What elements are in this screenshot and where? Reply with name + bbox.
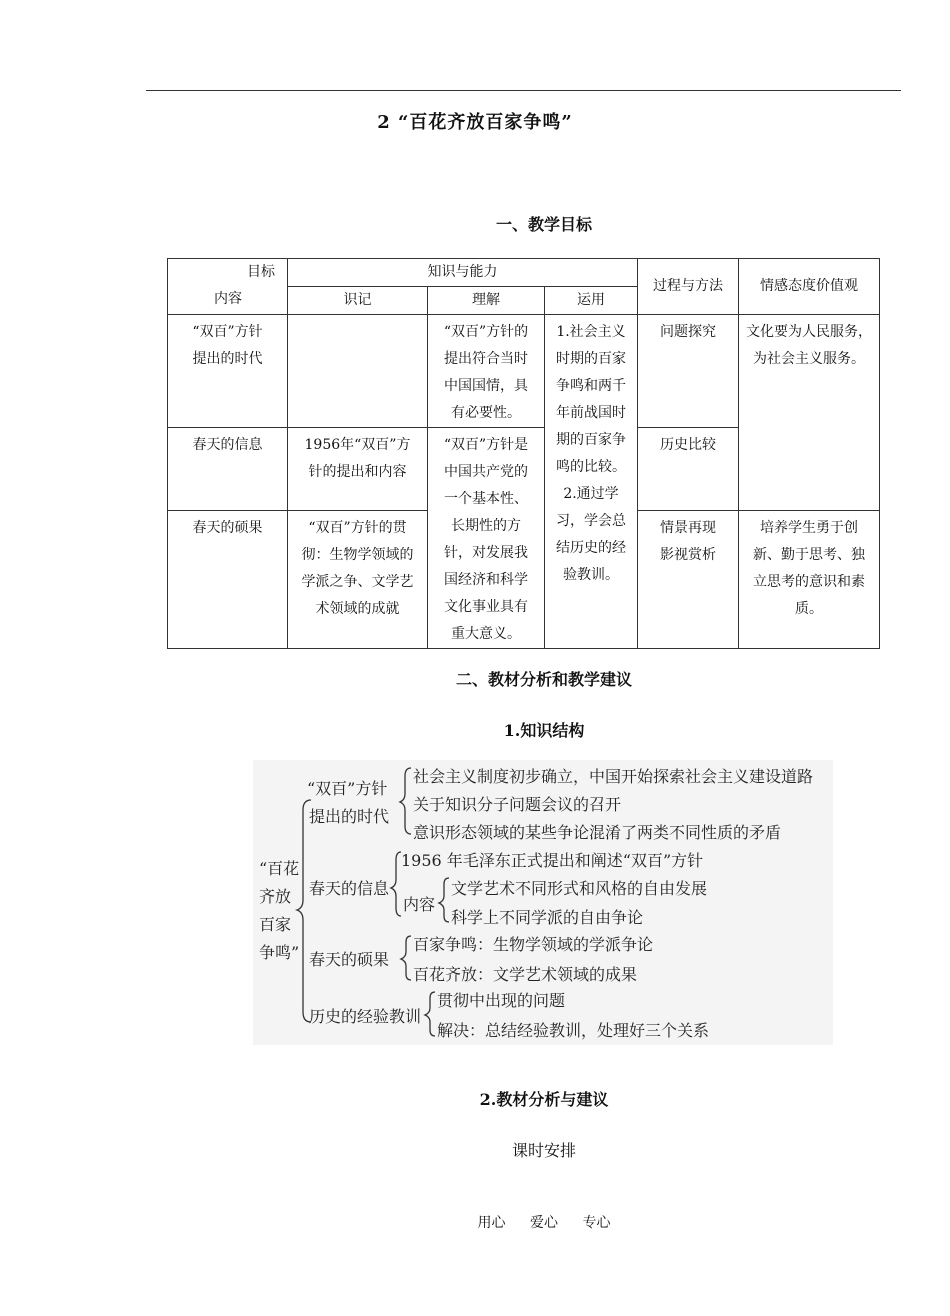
header-attitude: 情感态度价值观 — [739, 259, 880, 315]
b4-brace — [425, 992, 435, 1036]
row12-attitude: 文化要为人民服务，为社会主义服务。 — [739, 315, 880, 511]
footer-word-3: 专心 — [582, 1215, 611, 1231]
b4-label: 历史的经验教训 — [309, 1007, 422, 1026]
apply-cell: 1.社会主义时期的百家争鸣和两千年前战国时期的百家争鸣的比较。2.通过学习，学会总结历史的经验教训。 — [545, 315, 638, 649]
b1-item-2: 关于知识分子问题会议的召开 — [413, 795, 622, 814]
b1-label-2: 提出的时代 — [309, 807, 390, 826]
header-understand: 理解 — [428, 287, 545, 315]
header-goal-content-cell — [168, 259, 288, 315]
row2-content: 春天的信息 — [168, 428, 288, 511]
row3-attitude: 培养学生勇于创新、勤于思考、独立思考的意识和素质。 — [739, 510, 880, 648]
objectives-table — [167, 258, 880, 649]
row1-content: “双百”方针提出的时代 — [168, 315, 288, 428]
b1-item-3: 意识形态领域的某些争论混淆了两类不同性质的矛盾 — [413, 823, 782, 842]
b3-label: 春天的硕果 — [309, 950, 390, 969]
row23-understand: “双百”方针是中国共产党的一个基本性、长期性的方针，对发展我国经济和科学文化事业具有重大意义。 — [428, 428, 545, 649]
page-footer — [0, 1212, 950, 1232]
b2-brace — [391, 852, 401, 916]
row3-process: 情景再现影视赏析 — [638, 510, 739, 648]
subheading-analysis: 2.教材分析与建议 — [479, 1090, 609, 1109]
b3-brace — [401, 936, 411, 980]
header-knowledge: 知识与能力 — [288, 259, 638, 287]
b2-content-label: 内容 — [403, 895, 436, 914]
b2-content-item-2: 科学上不同学派的自由争论 — [451, 908, 644, 927]
header-goal: 目标 — [247, 264, 275, 280]
b2-item-1: 1956 年毛泽东正式提出和阐述“双百”方针 — [401, 851, 704, 870]
header-recall: 识记 — [288, 287, 428, 315]
header-content: 内容 — [214, 291, 242, 307]
subheading-structure: 1.知识结构 — [503, 721, 585, 740]
row3-content: 春天的硕果 — [168, 510, 288, 648]
footer-word-2: 爱心 — [530, 1215, 558, 1231]
row2-process: 历史比较 — [638, 428, 739, 511]
b3-item-2: 百花齐放：文学艺术领域的成果 — [413, 965, 638, 984]
section-heading-objectives: 一、教学目标 — [495, 215, 592, 234]
b4-item-2: 解决：总结经验教训，处理好三个关系 — [437, 1021, 710, 1040]
root-line-1: “百花 — [259, 859, 300, 878]
row1-recall — [288, 315, 428, 428]
header-process: 过程与方法 — [638, 259, 739, 315]
root-brace — [297, 800, 311, 1022]
root-line-3: 百家 — [259, 915, 292, 934]
b2-content-brace — [439, 878, 449, 922]
b3-item-1: 百家争鸣：生物学领域的学派争论 — [413, 935, 654, 954]
root-line-2: 齐放 — [259, 887, 292, 906]
b1-item-1: 社会主义制度初步确立，中国开始探索社会主义建设道路 — [413, 767, 814, 786]
b2-content-item-1: 文学艺术不同形式和风格的自由发展 — [451, 879, 708, 898]
row1-process: 问题探究 — [638, 315, 739, 428]
subheading-schedule: 课时安排 — [511, 1141, 576, 1160]
header-rule — [146, 90, 901, 91]
knowledge-structure-diagram — [253, 760, 833, 1045]
footer-word-1: 用心 — [477, 1215, 506, 1231]
b1-label-1: “双百”方针 — [307, 779, 388, 798]
b4-item-1: 贯彻中出现的问题 — [437, 991, 566, 1010]
page-title: 2 “百花齐放百家争鸣” — [377, 112, 573, 133]
section-heading-analysis: 二、教材分析和教学建议 — [455, 670, 632, 689]
row2-recall: 1956年“双百”方针的提出和内容 — [288, 428, 428, 511]
row1-understand: “双百”方针的提出符合当时中国国情，具有必要性。 — [428, 315, 545, 428]
root-line-4: 争鸣” — [259, 943, 300, 962]
row3-recall: “双百”方针的贯彻：生物学领域的学派之争、文学艺术领域的成就 — [288, 510, 428, 648]
b2-label: 春天的信息 — [309, 879, 390, 898]
b1-brace — [400, 768, 411, 834]
header-apply: 运用 — [545, 287, 638, 315]
